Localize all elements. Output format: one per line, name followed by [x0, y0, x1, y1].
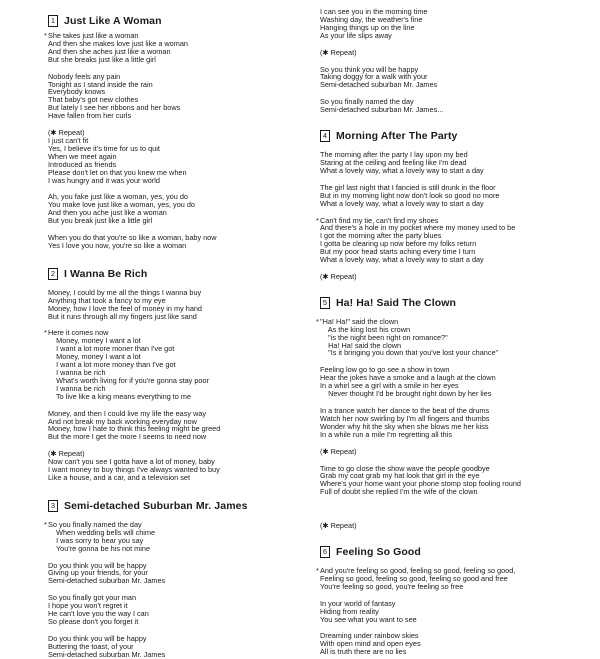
lyric-line: Semi-detached suburban Mr. James [48, 649, 166, 659]
lyric-line: I was sorry to hear you say [48, 535, 144, 545]
song-title: Semi-detached Suburban Mr. James [64, 499, 248, 512]
lyric-stanza [320, 66, 595, 90]
lyric-line: The girl last night that I fancied is still drunk in the floor [320, 182, 496, 192]
lyric-line: To live like a king means everything to me [48, 391, 192, 401]
song-heading [320, 128, 595, 144]
lyric-line: Watch her now swirling by I'm all fingers and thumbs [320, 413, 490, 423]
lyric-line: Staring at the ceiling and feeling like I'm dead [320, 157, 467, 167]
lyric-line: "is the night been right on romance?" [320, 332, 448, 342]
chorus-marker: * [44, 31, 47, 40]
lyric-line: Everybody knows [48, 87, 106, 97]
lyric-line: I was hungry and it was your world [48, 175, 160, 185]
lyric-line: When you do that you're so like a woman, baby now [48, 233, 217, 243]
lyric-line: What a lovely way, what a lovely way to start a day [320, 165, 484, 175]
lyric-line: Giving up your friends, for your [48, 568, 148, 578]
lyric-stanza [320, 522, 595, 530]
song-heading [48, 266, 310, 282]
lyric-line: (✱ Repeat) [48, 449, 85, 459]
lyric-stanza [316, 565, 595, 591]
track-number-box: 2 [48, 268, 58, 280]
lyric-line: Never thought I'd be brought right down by her lies [320, 389, 492, 399]
lyric-line: That baby's got new clothes [48, 95, 139, 105]
chorus-marker: * [44, 328, 47, 338]
lyric-line: Yes I love you now, you're so like a woman [48, 240, 187, 250]
lyric-line: When wedding bells will chime [48, 527, 156, 537]
lyric-stanza [48, 129, 310, 184]
lyric-line: But in my morning light now don't look so good no more [320, 190, 500, 200]
song-title: Feeling So Good [336, 545, 421, 558]
lyric-line: Buttering the toast, of your [48, 641, 134, 651]
lyric-line: Hanging things up on the line [320, 22, 415, 32]
track-number-box: 6 [320, 546, 330, 558]
lyric-line: Hear the jokes have a smoke and a laugh at the clown [320, 373, 496, 383]
lyric-line: Hiding from reality [320, 606, 379, 616]
lyric-line: You make love just like a woman, yes, you do [48, 200, 195, 210]
lyric-stanza [320, 505, 595, 513]
chorus-marker: * [316, 565, 319, 575]
lyric-stanza [320, 448, 595, 456]
lyric-line: So you finally named the day [48, 519, 142, 529]
lyric-line: Money, and then I could live my life the easy way [48, 408, 207, 418]
song-block [316, 295, 595, 531]
chorus-marker: * [316, 215, 319, 225]
lyric-line: With open mind and open eyes [320, 639, 421, 649]
song-block [44, 266, 310, 482]
lyric-line: In a trance watch her dance to the beat of the drums [320, 406, 490, 415]
lyric-line: Now can't you see I gotta have a lot of money, baby [48, 457, 215, 467]
song-title: Morning After The Party [336, 130, 458, 143]
lyric-line: I wanna be rich [48, 383, 106, 393]
lyric-stanza [320, 407, 595, 439]
lyric-line: So you finally named the day [320, 97, 414, 107]
lyric-stanza [48, 234, 310, 250]
lyric-stanza [44, 31, 310, 64]
lyric-stanza [48, 289, 310, 321]
lyric-stanza [48, 635, 310, 659]
lyric-stanza [316, 215, 595, 265]
lyric-line: Money, I could by me all the things I wanna buy [48, 287, 202, 297]
lyric-line: Semi-detached suburban Mr. James... [320, 105, 444, 115]
lyric-line: Tonight as I stand inside the rain [48, 79, 153, 89]
left-song-list [44, 0, 310, 659]
right-column [316, 0, 595, 657]
song-block [316, 128, 595, 281]
song-block [320, 8, 595, 114]
track-number-box: 4 [320, 130, 330, 142]
lyric-line: As the king lost his crown [320, 324, 411, 334]
lyric-line: And then she aches just like a woman [48, 46, 171, 56]
lyric-line: I want a lot more money than I've got [48, 360, 176, 370]
lyric-line: And there's a hole in my pocket where my money used to be [320, 223, 516, 233]
lyric-stanza [320, 600, 595, 624]
lyric-line: What's worth living for if you're gonna stay poor [48, 375, 209, 385]
lyric-line: Nobody feels any pain [48, 71, 121, 81]
song-block [316, 544, 595, 657]
lyric-line: As your life slips away [320, 30, 392, 40]
lyric-line: But the more I get the more I seems to need now [48, 432, 207, 442]
song-title: Just Like A Woman [64, 15, 162, 27]
song-heading [320, 544, 595, 560]
lyric-line: But my poor head starts aching every time I turn [320, 247, 476, 257]
lyric-line: "Is it bringing you down that you've lost your chance" [320, 348, 499, 358]
lyric-line: Money, money I want a lot [48, 352, 141, 362]
lyric-line: Where's your home want your phone stomp stop fooling round [320, 479, 521, 489]
lyric-stanza [320, 8, 595, 40]
lyric-line: I gotta be clearing up now before my folks return [320, 239, 477, 249]
lyric-line: You're gonna be his not mine [48, 543, 151, 553]
lyric-stanza [48, 73, 310, 120]
lyric-line: Money, money I want a lot [48, 336, 141, 346]
lyric-line: So please don't you forget it [48, 616, 139, 626]
right-song-list [316, 7, 595, 657]
lyric-line: I just can't fit [48, 135, 89, 145]
lyric-line: Full of doubt she replied I'm the wife of the clown [320, 487, 478, 497]
chorus-marker: * [44, 519, 47, 529]
lyric-line: And then she makes love just like a woman [48, 38, 188, 48]
lyric-line: I got the morning after the party blues [320, 231, 442, 241]
lyric-line: Feeling so good, feeling so good, feeling so good and free [320, 573, 508, 583]
lyric-line: So you finally got your man [48, 593, 137, 603]
lyric-line: All is truth there are no lies [320, 647, 407, 657]
lyric-line: Money, how I hate to think this feeling might be greed [48, 424, 221, 434]
lyric-line: Money, how I love the feel of money in my hand [48, 303, 202, 313]
lyric-stanza [320, 49, 595, 57]
song-heading [48, 13, 310, 29]
lyric-line: Semi-detached suburban Mr. James [48, 576, 166, 586]
lyric-stanza [44, 328, 310, 401]
lyric-line: So you think you will be happy [320, 64, 419, 74]
lyric-stanza [48, 562, 310, 586]
lyric-line: (✱ Repeat) [320, 271, 357, 281]
song-block [44, 498, 310, 659]
lyric-line: Do you think you will be happy [48, 560, 147, 570]
lyric-line: Taking doggy for a walk with your [320, 72, 428, 82]
lyric-line: He can't love you the way I can [48, 609, 149, 619]
lyric-line: You see what you want to see [320, 614, 417, 624]
lyric-stanza [320, 273, 595, 281]
lyric-line: And then you ache just like a woman [48, 208, 167, 218]
track-number-box: 1 [48, 15, 58, 27]
song-heading [48, 498, 310, 514]
lyric-line: Do you think you will be happy [48, 633, 147, 643]
song-title: I Wanna Be Rich [64, 267, 148, 280]
lyric-line: But it runs through all my fingers just like sand [48, 311, 197, 321]
lyric-stanza [48, 450, 310, 482]
lyric-line: Washing day, the weather's fine [320, 14, 423, 24]
lyric-line: I can see you in the morning time [320, 7, 428, 16]
lyric-line: Feeling low go to go see a show in town [320, 365, 450, 375]
lyric-stanza [316, 316, 595, 358]
lyric-stanza [320, 465, 595, 497]
lyric-line: She takes just like a woman [48, 31, 139, 40]
lyric-line: The morning after the party I lay upon my bed [320, 150, 468, 160]
lyric-line: In your world of fantasy [320, 598, 396, 608]
lyric-line: But you break just like a little girl [48, 216, 153, 226]
lyric-stanza [48, 410, 310, 442]
lyric-line: I hope you won't regret it [48, 601, 128, 611]
lyric-line: What a lovely way, what a lovely way to start a day [320, 198, 484, 208]
lyric-line: (✱ Repeat) [320, 47, 357, 57]
lyric-line: I want a lot more moner than I've got [48, 344, 175, 354]
track-number-box: 3 [48, 500, 58, 512]
lyric-line: Have fallen from her curls [48, 111, 132, 121]
lyric-line: (✱ Repeat) [48, 128, 85, 138]
lyric-line: (✱ Repeat) [320, 521, 357, 531]
lyric-line: Here it comes now [48, 328, 109, 338]
lyric-line: Ah, you fake just like a woman, yes, you do [48, 192, 188, 202]
lyric-line: Time to go close the show wave the people goodbye [320, 463, 490, 473]
lyric-stanza [320, 98, 595, 114]
lyric-line: Wonder why hit the sky when she blows me her kiss [320, 421, 489, 431]
lyric-stanza [48, 193, 310, 225]
lyric-line: Ha! Ha! said the clown [320, 340, 402, 350]
lyric-line: I wanna be rich [48, 368, 106, 377]
lyric-line: But lately I see her ribbons and her bows [48, 103, 181, 113]
lyric-line: What a lovely way, what a lovely way to start a day [320, 255, 484, 265]
lyric-stanza [44, 519, 310, 553]
lyric-line: Anything that took a fancy to my eye [48, 295, 166, 305]
song-block [44, 0, 310, 250]
lyric-line: And not break my back working everyday now [48, 416, 197, 426]
lyric-line: In a whirl see a girl with a smile in her eyes [320, 381, 459, 391]
lyric-line [320, 505, 595, 513]
lyric-line: Grab my coat grab my hat look that girl in the eye [320, 471, 480, 481]
lyric-line: I want money to buy things I've always wanted to buy [48, 465, 220, 475]
lyric-stanza [320, 632, 595, 656]
chorus-marker: * [316, 316, 319, 326]
song-heading [320, 295, 595, 311]
lyric-line: Like a house, and a car, and a television set [48, 472, 190, 482]
left-column [44, 0, 310, 659]
lyric-line: Can't find my tie, can't find my shoes [320, 215, 439, 225]
lyric-line: Please don't let on that you knew me when [48, 167, 187, 177]
lyric-line: Semi-detached suburban Mr. James [320, 80, 438, 90]
lyric-line: Yes, I believe it's time for us to quit [48, 143, 160, 153]
lyric-line: "Ha! Ha!" said the clown [320, 316, 399, 326]
lyric-line: When we meet again [48, 151, 117, 161]
lyric-line: Introduced as friends [48, 159, 117, 169]
lyric-line: Dreaming under rainbow skies [320, 631, 419, 641]
lyric-stanza [320, 184, 595, 208]
lyric-line: (✱ Repeat) [320, 446, 357, 456]
lyric-line: But she breaks just like a little girl [48, 54, 156, 64]
track-number-box: 5 [320, 297, 330, 309]
lyric-stanza [48, 594, 310, 626]
lyric-stanza [320, 151, 595, 175]
song-title: Ha! Ha! Said The Clown [336, 296, 457, 309]
lyric-line: In a while run a mile I'm regretting all this [320, 429, 452, 439]
lyric-stanza [320, 366, 595, 398]
lyric-line: You're feeling so good, you're feeling so free [320, 581, 464, 591]
lyric-line: And you're feeling so good, feeling so good, feeling so good, [320, 565, 516, 575]
